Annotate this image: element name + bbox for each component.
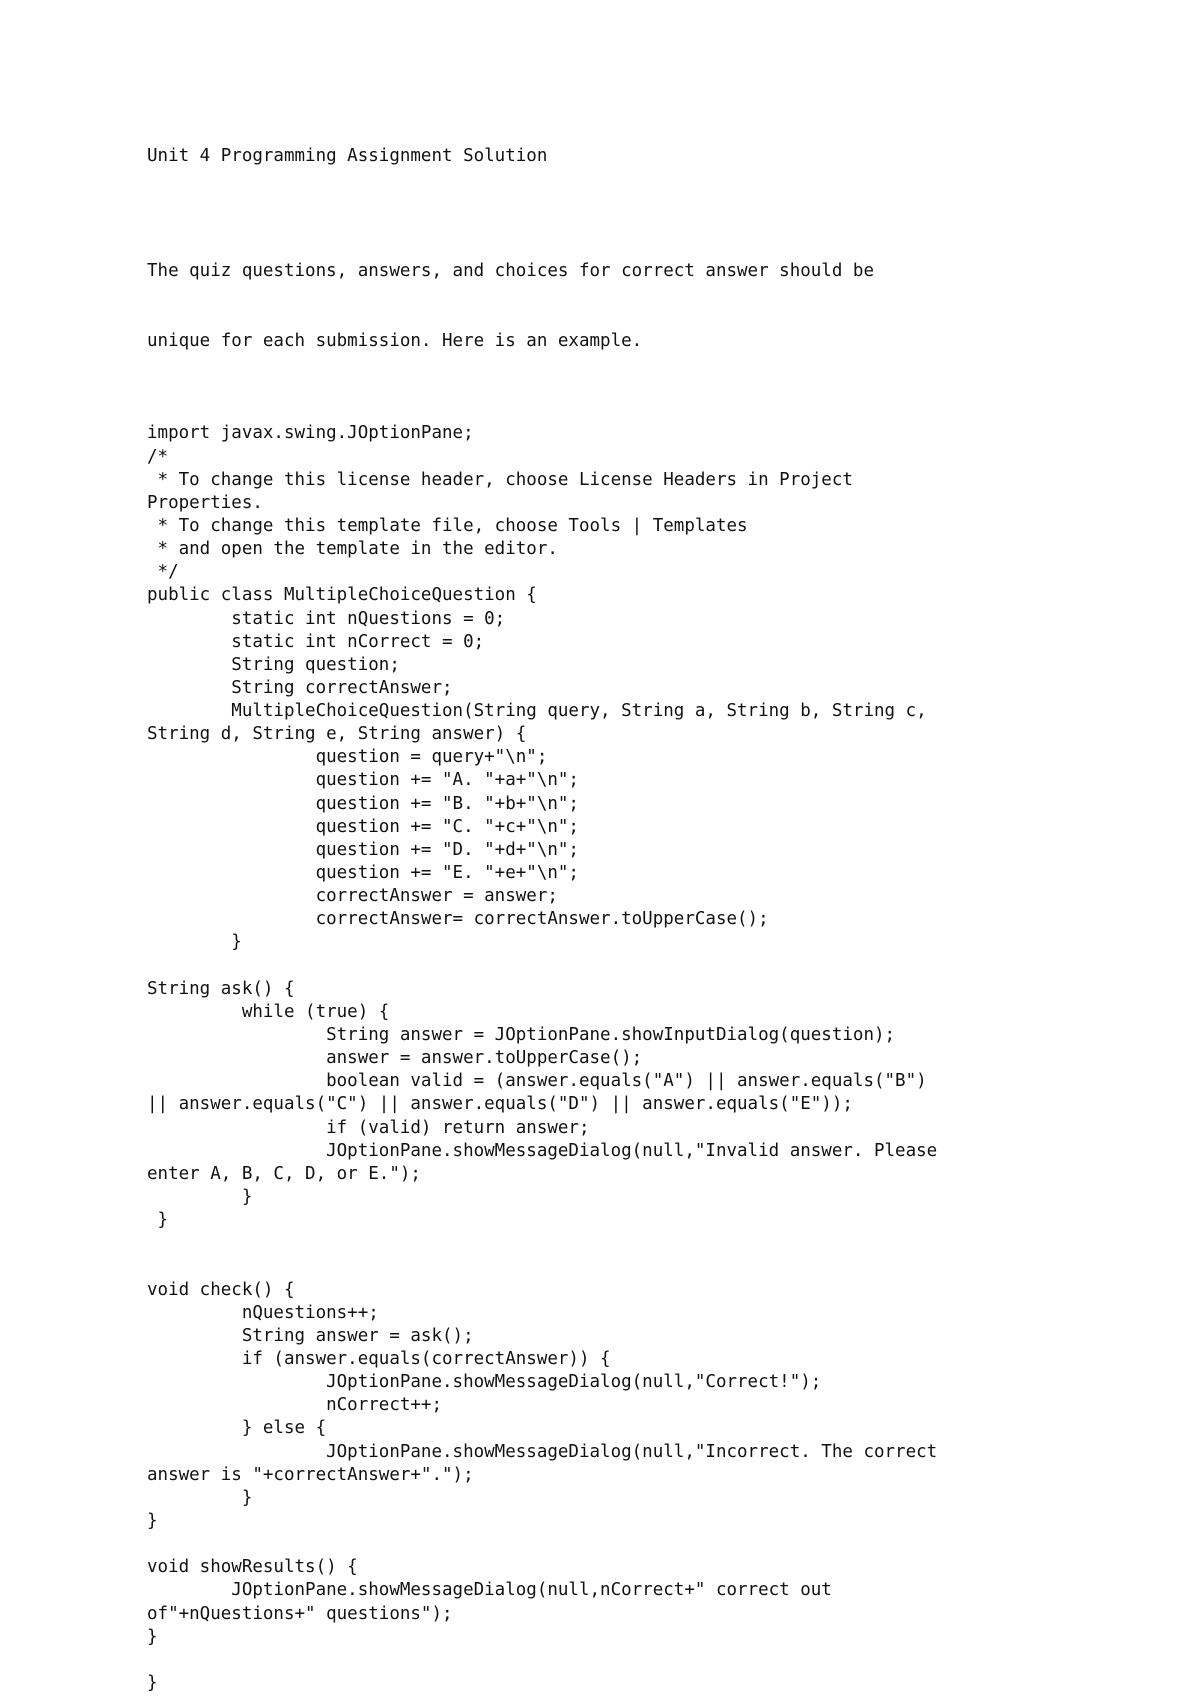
code-line: answer is "+correctAnswer+"."); <box>147 1464 474 1485</box>
code-line: enter A, B, C, D, or E."); <box>147 1163 421 1184</box>
document-title: Unit 4 Programming Assignment Solution <box>147 146 548 166</box>
code-line <box>147 1533 1147 1556</box>
code-line: question += "B. "+b+"\n"; <box>147 793 579 814</box>
code-line: public class MultipleChoiceQuestion { <box>147 585 537 606</box>
code-line: String correctAnswer; <box>147 677 453 698</box>
code-line: nCorrect++; <box>147 1395 443 1416</box>
code-line: void check() { <box>147 1279 295 1300</box>
code-line: } <box>147 1510 158 1531</box>
code-line: * To change this template file, choose Tools | Templates <box>147 515 748 536</box>
code-line: answer = answer.toUpperCase(); <box>147 1048 643 1069</box>
code-line: of"+nQuestions+" questions"); <box>147 1603 453 1624</box>
intro-line: The quiz questions, answers, and choices for correct answer should be <box>147 261 874 282</box>
intro-spacer <box>147 399 1147 422</box>
code-line: String question; <box>147 654 400 675</box>
code-line: * To change this license header, choose License Headers in Project <box>147 469 853 490</box>
code-line: question += "A. "+a+"\n"; <box>147 770 579 791</box>
code-line: } <box>147 1626 158 1647</box>
code-line: * and open the template in the editor. <box>147 539 558 560</box>
code-line: /* <box>147 446 169 467</box>
code-line: correctAnswer= correctAnswer.toUpperCase(); <box>147 909 769 930</box>
code-line: JOptionPane.showMessageDialog(null,nCorrect+" correct out <box>147 1580 832 1601</box>
code-line: question += "E. "+e+"\n"; <box>147 863 579 884</box>
code-line: static int nQuestions = 0; <box>147 608 506 629</box>
code-line: while (true) { <box>147 1001 390 1022</box>
code-line: question += "C. "+c+"\n"; <box>147 816 579 837</box>
code-line: JOptionPane.showMessageDialog(null,"Invalid answer. Please <box>147 1140 938 1161</box>
code-line: } <box>147 1487 253 1508</box>
intro-paragraph <box>147 214 1147 399</box>
code-line: Properties. <box>147 492 263 513</box>
code-line: */ <box>147 562 179 583</box>
code-line: question = query+"\n"; <box>147 747 548 768</box>
code-line: import javax.swing.JOptionPane; <box>147 423 474 444</box>
code-line: } <box>147 932 242 953</box>
code-line: String d, String e, String answer) { <box>147 724 527 745</box>
intro-line: unique for each submission. Here is an example. <box>147 330 643 351</box>
code-line: } <box>147 1187 253 1208</box>
code-line: || answer.equals("C") || answer.equals("D") || answer.equals("E")); <box>147 1094 853 1115</box>
code-line: JOptionPane.showMessageDialog(null,"Correct!"); <box>147 1372 822 1393</box>
code-line: String answer = JOptionPane.showInputDialog(question); <box>147 1025 896 1046</box>
code-line: void showResults() { <box>147 1557 358 1578</box>
code-line: MultipleChoiceQuestion(String query, String a, String b, String c, <box>147 701 927 722</box>
code-line: } <box>147 1672 158 1693</box>
code-line: nQuestions++; <box>147 1302 379 1323</box>
code-line: } else { <box>147 1418 327 1439</box>
code-line: correctAnswer = answer; <box>147 886 558 907</box>
code-line <box>147 1255 1147 1278</box>
code-line: String answer = ask(); <box>147 1325 474 1346</box>
document-content <box>147 145 1147 1695</box>
code-line: if (answer.equals(correctAnswer)) { <box>147 1349 611 1369</box>
code-line <box>147 1649 1147 1672</box>
code-line <box>147 955 1147 978</box>
title-spacer <box>147 168 1147 214</box>
code-line: if (valid) return answer; <box>147 1117 590 1138</box>
code-line: question += "D. "+d+"\n"; <box>147 839 579 860</box>
code-line: static int nCorrect = 0; <box>147 631 485 652</box>
code-block <box>147 422 1147 1695</box>
code-line: JOptionPane.showMessageDialog(null,"Incorrect. The correct <box>147 1441 938 1462</box>
code-line <box>147 1232 1147 1255</box>
code-line: String ask() { <box>147 978 295 999</box>
code-line: } <box>147 1210 169 1231</box>
code-line: boolean valid = (answer.equals("A") || answer.equals("B") <box>147 1071 927 1092</box>
